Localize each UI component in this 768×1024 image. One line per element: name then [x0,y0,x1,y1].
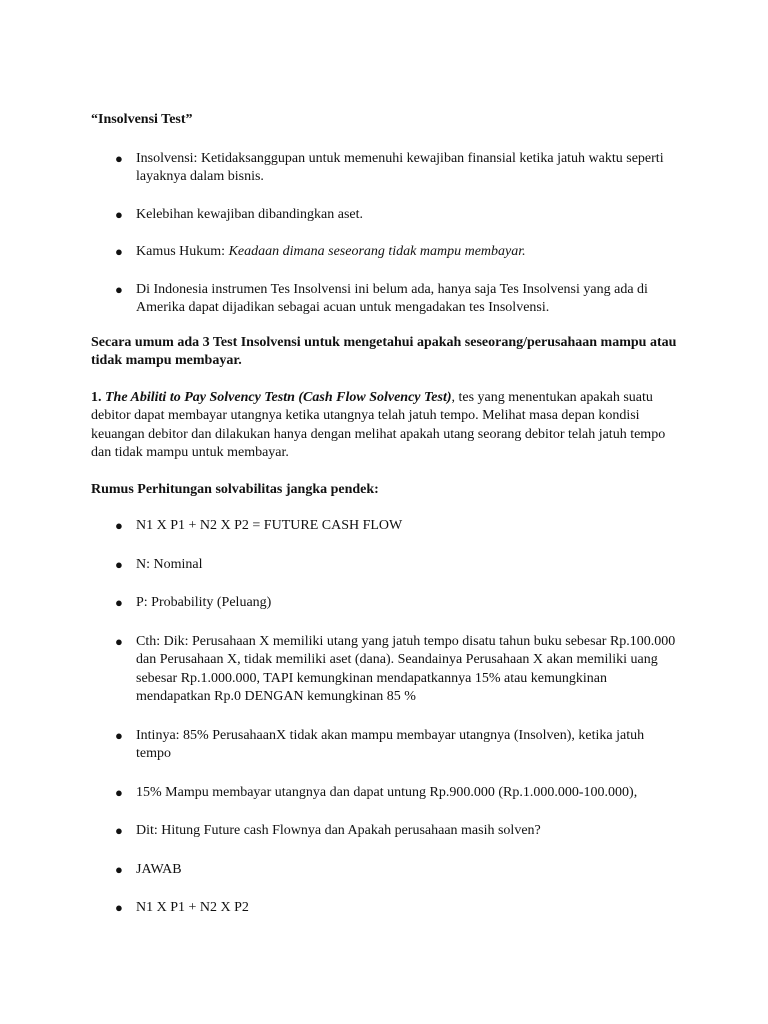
test-name: The Abiliti to Pay Solvency Testn (Cash Flow Solvency Test) [105,389,452,405]
list-item [91,594,680,613]
bullet-icon: ● [115,633,123,649]
bullet-icon: ● [115,556,123,572]
bullet-icon: ● [115,150,123,166]
bullet-icon: ● [115,784,123,800]
list-item [91,243,680,262]
list-item-text: Intinya: 85% PerusahaanX tidak akan mampu membayar utangnya (Insolven), ketika jatuh tempo [136,727,645,761]
list-item-prefix: Kamus Hukum: [136,244,229,259]
list-item-text: P: Probability (Peluang) [136,595,272,610]
bullet-icon: ● [115,727,123,743]
list-item [91,281,680,318]
list-item [91,861,680,880]
list-item-text: Insolvensi: Ketidaksanggupan untuk memenuhi kewajiban finansial ketika jatuh waktu seperti layaknya dalam bisnis. [136,150,664,184]
bullet-icon: ● [115,595,123,610]
definition-list [91,150,680,318]
list-item [91,556,680,575]
list-item-text: 15% Mampu membayar utangnya dan dapat untung Rp.900.000 (Rp.1.000.000-100.000), [136,784,638,800]
list-item [91,822,680,841]
bullet-icon: ● [115,206,123,222]
bullet-icon: ● [115,823,123,838]
list-item [91,150,680,187]
list-item [91,784,680,803]
test-number: 1. [91,389,105,405]
list-item [91,517,680,536]
list-item-text: Kelebihan kewajiban dibandingkan aset. [136,206,364,222]
intro-paragraph: Secara umum ada 3 Test Insolvensi untuk mengetahui apakah seseorang/perusahaan mampu atau tidak mampu membayar. [91,334,677,368]
bullet-icon: ● [115,244,123,259]
list-item-text: JAWAB [136,861,182,877]
document-title: “Insolvensi Test” [91,112,193,127]
list-item-text: Di Indonesia instrumen Tes Insolvensi ini belum ada, hanya saja Tes Insolvensi yang ada di Amerika dapat dijadikan sebagai acuan untuk mengadakan tes Insolvensi. [136,281,648,315]
test-description: , tes yang menentukan apakah suatu debitor dapat membayar utangnya ketika utangnya telah jatuh tempo. Melihat masa depan kondisi keuangan debitor dan dilakukan hanya dengan melihat apakah utang seorang debitor telah jatuh tempo dan tidak mampu untuk membayar. [91,389,666,460]
bullet-icon: ● [115,861,123,877]
list-item-text: N: Nominal [136,556,203,572]
test-1-paragraph [91,389,680,463]
list-item [91,633,680,707]
formula-heading: Rumus Perhitungan solvabilitas jangka pendek: [91,481,379,497]
list-item-text: Dit: Hitung Future cash Flownya dan Apakah perusahaan masih solven? [136,823,541,838]
list-item [91,727,680,764]
bullet-icon: ● [115,281,123,297]
formula-list [91,517,680,918]
list-item-text: Cth: Dik: Perusahaan X memiliki utang yang jatuh tempo disatu tahun buku sebesar Rp.100.000 dan Perusahaan X, tidak memiliki aset (dana). Seandainya Perusahaan X akan memiliki uang sebesar Rp.1.000.000, TAPI kemungkinan mendapatkannya 15% atau kemungkinan mendapatkan Rp.0 DENGAN kemungkinan 85 % [136,633,676,704]
list-item-italic-text: Keadaan dimana seseorang tidak mampu membayar. [228,244,526,259]
bullet-icon: ● [115,518,123,533]
list-item [91,899,680,918]
list-item-text: N1 X P1 + N2 X P2 = FUTURE CASH FLOW [136,518,403,533]
list-item [91,206,680,225]
list-item-text: N1 X P1 + N2 X P2 [136,900,249,915]
bullet-icon: ● [115,900,123,915]
